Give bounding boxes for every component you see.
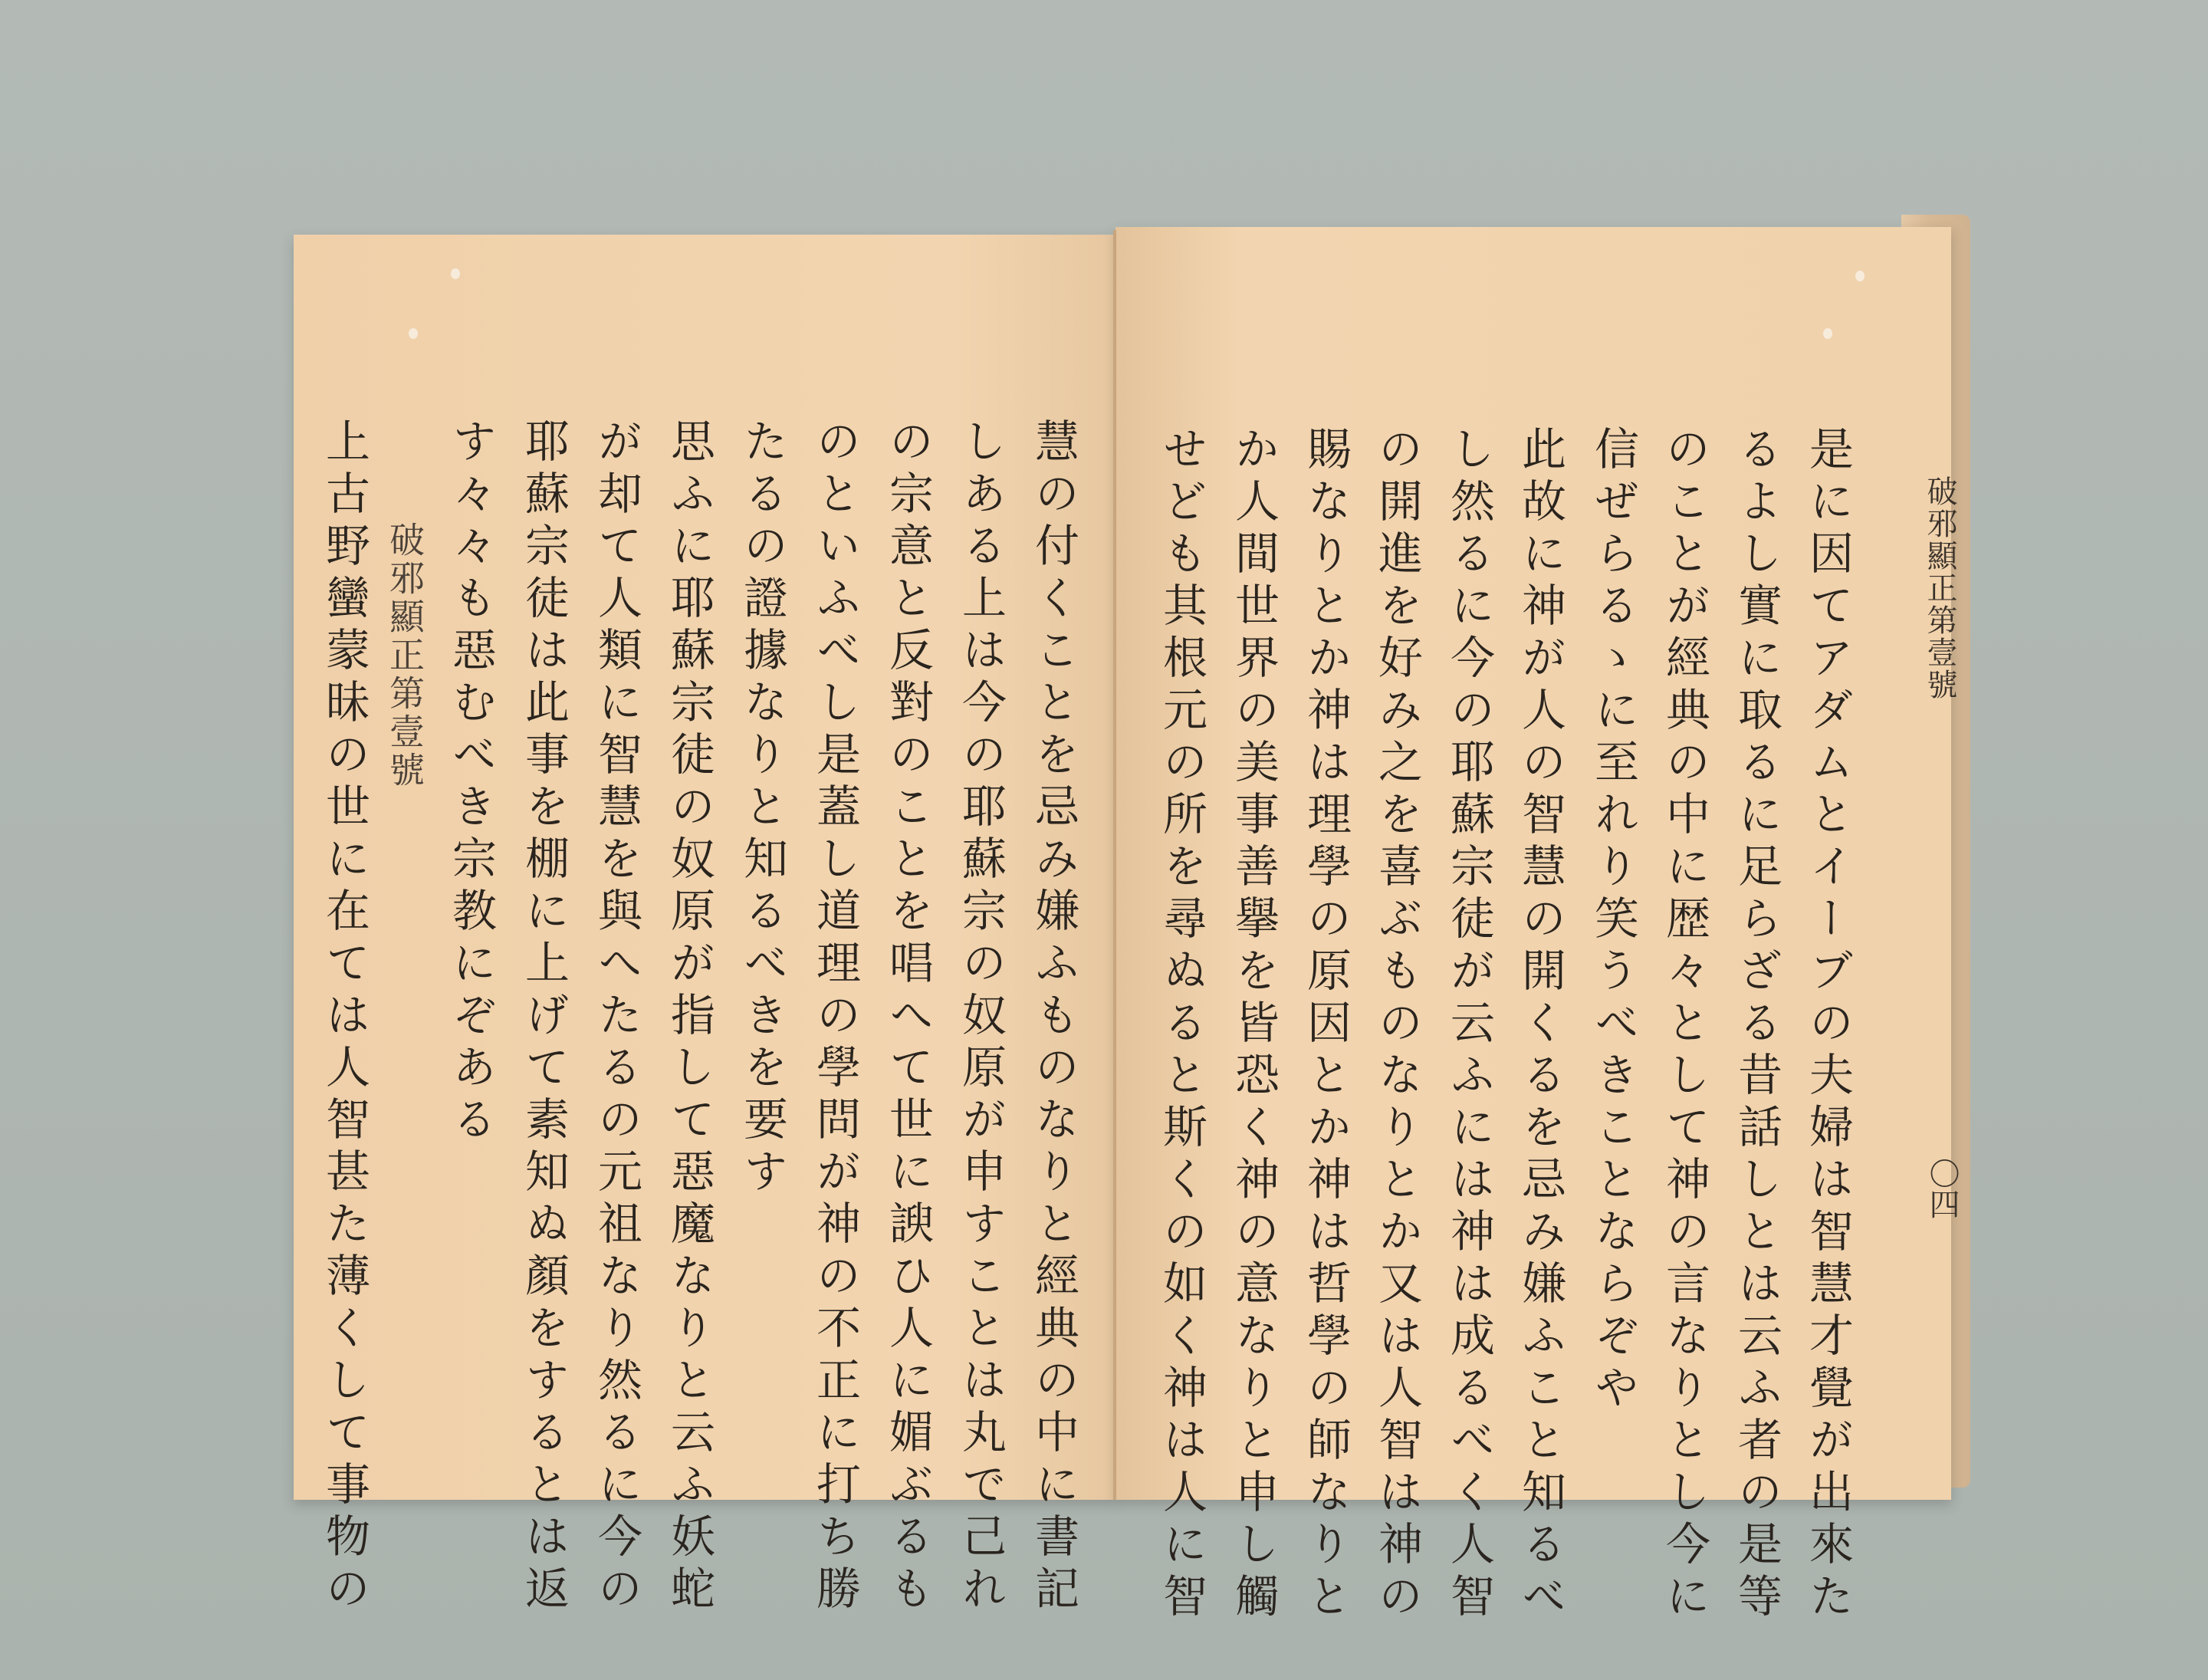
text-column: か人間世界の美事善擧を皆恐く神の意なりと申し觸 [1227, 426, 1280, 1625]
text-column: せども其根元の所を尋ぬると斯くの如く神は人に智 [1155, 426, 1208, 1625]
text-column: し然るに今の耶蘇宗徒が云ふには神は成るべく人智 [1443, 426, 1495, 1625]
text-column: の開進を好み之を喜ぶものなりとか又は人智は神の [1371, 426, 1423, 1625]
text-column: のといふべし是蓋し道理の學問が神の不正に打ち勝 [809, 418, 861, 1617]
text-column: す々々も惡むべき宗教にぞある [445, 418, 497, 1148]
text-column: 信ぜらるゝに至れり笑うべきことならぞや [1587, 426, 1639, 1416]
text-column: 上古野蠻蒙昧の世に在ては人智甚た薄くして事物の [318, 418, 370, 1617]
text-column: るよし實に取るに足らざる昔話しとは云ふ者の是等 [1730, 426, 1783, 1625]
text-column: の宗意と反對のことを唱へて世に諛ひ人に媚ぶるも [882, 418, 934, 1617]
text-column: 此故に神が人の智慧の開くるを忌み嫌ふこと知るべ [1514, 426, 1566, 1625]
binding-hole [1823, 328, 1832, 339]
text-column: 賜なりとか神は理學の原因とか神は哲學の師なりと [1300, 426, 1352, 1625]
text-column: 慧の付くことを忌み嫌ふものなりと經典の中に書記 [1027, 418, 1079, 1617]
binding-hole [451, 268, 460, 279]
text-column: 思ふに耶蘇宗徒の奴原が指して惡魔なりと云ふ妖蛇 [663, 418, 715, 1617]
running-header: 破邪顯正第壹號 [1922, 475, 1957, 701]
text-column: たるの證據なりと知るべきを要す [736, 418, 788, 1200]
text-column: のことが經典の中に歴々として神の言なりとし今に [1658, 426, 1710, 1625]
binding-hole [409, 328, 418, 339]
page-footer-title: 破邪顯正第壹號 [384, 521, 426, 790]
binding-hole [1855, 271, 1865, 281]
text-column: 耶蘇宗徒は此事を棚に上げて素知ぬ顏をするとは返 [518, 418, 570, 1617]
book-spine [1113, 230, 1116, 1500]
page-number: 〇四 [1924, 1158, 1960, 1219]
text-column: が却て人類に智慧を與へたるの元祖なり然るに今の [590, 418, 642, 1617]
text-column: しある上は今の耶蘇宗の奴原が申すことは丸で己れ [955, 418, 1007, 1617]
text-column: 是に因てアダムとイーブの夫婦は智慧才覺が出來た [1802, 426, 1854, 1625]
